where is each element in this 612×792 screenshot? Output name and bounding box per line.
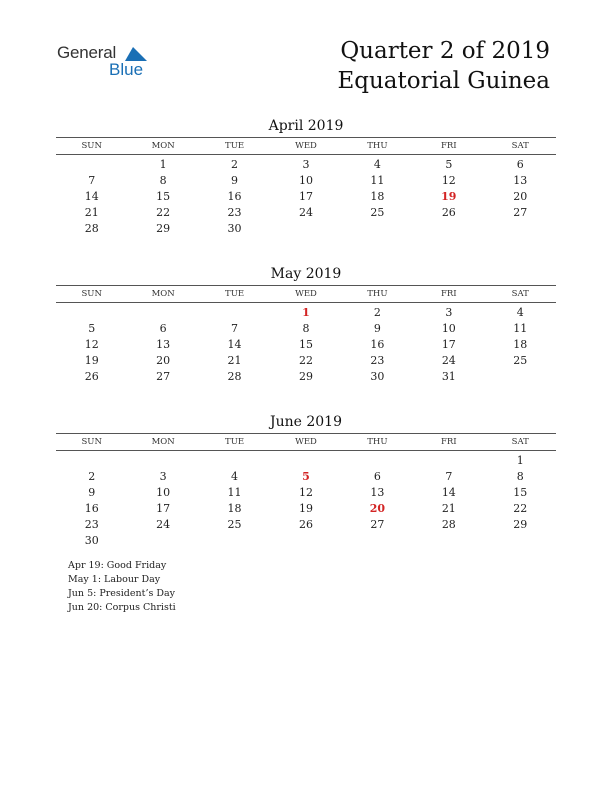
weekday-label: SAT bbox=[511, 437, 529, 447]
day-cell: 6 bbox=[516, 157, 524, 171]
day-cell: 24 bbox=[156, 517, 171, 531]
day-cell: 6 bbox=[373, 469, 381, 483]
day-cell: 17 bbox=[156, 501, 171, 515]
day-cell: 8 bbox=[302, 321, 310, 335]
day-cell: 17 bbox=[298, 189, 313, 203]
month-title: May 2019 bbox=[270, 266, 342, 282]
day-cell: 6 bbox=[159, 321, 167, 335]
day-cell: 8 bbox=[159, 173, 167, 187]
day-cell: 4 bbox=[373, 157, 381, 171]
weekday-label: FRI bbox=[440, 437, 457, 447]
day-cell: 20 bbox=[513, 189, 528, 203]
weekday-label: TUE bbox=[225, 141, 245, 151]
weekday-label: MON bbox=[151, 141, 175, 151]
day-cell: 18 bbox=[513, 337, 528, 351]
weekday-label: WED bbox=[295, 141, 317, 151]
month-title: June 2019 bbox=[269, 414, 342, 430]
title-country: Equatorial Guinea bbox=[337, 68, 550, 94]
day-cell: 13 bbox=[156, 337, 171, 351]
divider bbox=[56, 137, 556, 138]
day-cell: 5 bbox=[88, 321, 96, 335]
weekday-label: SAT bbox=[511, 141, 529, 151]
day-cell: 27 bbox=[156, 369, 171, 383]
day-cell: 15 bbox=[156, 189, 171, 203]
day-cell: 29 bbox=[156, 221, 171, 235]
week-row bbox=[56, 352, 556, 368]
day-cell: 23 bbox=[84, 517, 99, 531]
divider bbox=[56, 433, 556, 434]
month-calendar bbox=[56, 117, 556, 236]
day-cell: 7 bbox=[445, 469, 453, 483]
day-cell: 3 bbox=[445, 305, 453, 319]
holiday-note: Jun 5: President’s Day bbox=[68, 588, 176, 599]
day-cell: 20 bbox=[156, 353, 171, 367]
day-cell: 4 bbox=[516, 305, 524, 319]
day-cell: 27 bbox=[513, 205, 528, 219]
weekday-label: FRI bbox=[440, 289, 457, 299]
day-cell: 28 bbox=[84, 221, 99, 235]
month-title: April 2019 bbox=[268, 118, 344, 134]
brand-word-general: General bbox=[57, 43, 117, 62]
day-cell: 16 bbox=[227, 189, 242, 203]
brand-logo bbox=[57, 43, 167, 83]
day-cell: 11 bbox=[227, 485, 242, 499]
day-cell: 14 bbox=[441, 485, 456, 499]
day-cell: 21 bbox=[441, 501, 456, 515]
week-row bbox=[56, 320, 556, 336]
day-cell: 19 bbox=[441, 189, 457, 203]
weekday-label: SAT bbox=[511, 289, 529, 299]
week-row bbox=[56, 172, 556, 188]
day-cell: 11 bbox=[370, 173, 385, 187]
day-cell: 13 bbox=[513, 173, 528, 187]
weekday-label: THU bbox=[367, 141, 388, 151]
day-cell: 14 bbox=[227, 337, 242, 351]
day-cell: 24 bbox=[298, 205, 313, 219]
holiday-note: Jun 20: Corpus Christi bbox=[68, 602, 176, 613]
day-cell: 1 bbox=[159, 157, 167, 171]
day-cell: 30 bbox=[84, 533, 99, 547]
weekday-header bbox=[56, 435, 556, 449]
week-row bbox=[56, 452, 556, 468]
day-cell: 10 bbox=[156, 485, 171, 499]
week-row bbox=[56, 532, 556, 548]
weekday-label: THU bbox=[367, 437, 388, 447]
day-cell: 10 bbox=[441, 321, 456, 335]
month-calendar bbox=[56, 265, 556, 384]
weekday-label: FRI bbox=[440, 141, 457, 151]
weekday-label: SUN bbox=[81, 141, 102, 151]
day-cell: 12 bbox=[298, 485, 313, 499]
week-row bbox=[56, 304, 556, 320]
day-cell: 19 bbox=[298, 501, 313, 515]
weekday-label: MON bbox=[151, 437, 175, 447]
day-cell: 4 bbox=[231, 469, 239, 483]
weekday-label: WED bbox=[295, 437, 317, 447]
day-cell: 3 bbox=[302, 157, 310, 171]
holiday-note: Apr 19: Good Friday bbox=[68, 560, 167, 571]
weekday-label: SUN bbox=[81, 289, 102, 299]
day-cell: 15 bbox=[513, 485, 528, 499]
day-cell: 11 bbox=[513, 321, 528, 335]
week-row bbox=[56, 156, 556, 172]
day-cell: 1 bbox=[302, 305, 310, 319]
day-cell: 22 bbox=[298, 353, 313, 367]
day-cell: 26 bbox=[298, 517, 313, 531]
weekday-label: TUE bbox=[225, 289, 245, 299]
day-cell: 9 bbox=[373, 321, 381, 335]
day-cell: 18 bbox=[370, 189, 385, 203]
day-cell: 29 bbox=[298, 369, 313, 383]
weekday-label: THU bbox=[367, 289, 388, 299]
day-cell: 20 bbox=[369, 501, 386, 515]
holiday-notes bbox=[68, 559, 176, 615]
holiday-note: May 1: Labour Day bbox=[68, 574, 161, 585]
day-cell: 28 bbox=[441, 517, 456, 531]
day-cell: 9 bbox=[231, 173, 239, 187]
week-row bbox=[56, 484, 556, 500]
day-cell: 15 bbox=[298, 337, 313, 351]
divider bbox=[56, 285, 556, 286]
day-cell: 16 bbox=[370, 337, 385, 351]
day-cell: 28 bbox=[227, 369, 242, 383]
weekday-label: SUN bbox=[81, 437, 102, 447]
week-row bbox=[56, 368, 556, 384]
day-cell: 17 bbox=[441, 337, 456, 351]
day-cell: 5 bbox=[302, 469, 310, 483]
day-cell: 12 bbox=[84, 337, 99, 351]
weekday-header bbox=[56, 139, 556, 153]
day-cell: 23 bbox=[227, 205, 242, 219]
day-cell: 25 bbox=[370, 205, 385, 219]
month-calendar bbox=[56, 413, 556, 548]
day-cell: 30 bbox=[370, 369, 385, 383]
weekday-label: WED bbox=[295, 289, 317, 299]
day-cell: 14 bbox=[84, 189, 99, 203]
day-cell: 2 bbox=[88, 469, 96, 483]
day-cell: 1 bbox=[516, 453, 524, 467]
week-row bbox=[56, 220, 556, 236]
week-row bbox=[56, 516, 556, 532]
day-cell: 25 bbox=[227, 517, 242, 531]
day-cell: 10 bbox=[298, 173, 313, 187]
day-cell: 21 bbox=[84, 205, 99, 219]
day-cell: 22 bbox=[513, 501, 528, 515]
day-cell: 29 bbox=[513, 517, 528, 531]
weekday-label: TUE bbox=[225, 437, 245, 447]
day-cell: 24 bbox=[441, 353, 456, 367]
day-cell: 9 bbox=[88, 485, 96, 499]
flag-icon bbox=[125, 47, 147, 61]
day-cell: 22 bbox=[156, 205, 171, 219]
day-cell: 5 bbox=[445, 157, 453, 171]
week-row bbox=[56, 188, 556, 204]
day-cell: 31 bbox=[441, 369, 456, 383]
weekday-label: MON bbox=[151, 289, 175, 299]
day-cell: 16 bbox=[84, 501, 99, 515]
week-row bbox=[56, 336, 556, 352]
week-row bbox=[56, 204, 556, 220]
day-cell: 27 bbox=[370, 517, 385, 531]
day-cell: 19 bbox=[84, 353, 99, 367]
page-title bbox=[337, 36, 550, 96]
brand-word-blue: Blue bbox=[109, 60, 144, 79]
day-cell: 2 bbox=[373, 305, 381, 319]
day-cell: 30 bbox=[227, 221, 242, 235]
day-cell: 8 bbox=[516, 469, 524, 483]
day-cell: 12 bbox=[441, 173, 456, 187]
weekday-header bbox=[56, 287, 556, 301]
day-cell: 7 bbox=[88, 173, 96, 187]
week-row bbox=[56, 468, 556, 484]
day-cell: 2 bbox=[231, 157, 239, 171]
day-cell: 18 bbox=[227, 501, 242, 515]
week-row bbox=[56, 500, 556, 516]
day-cell: 7 bbox=[231, 321, 239, 335]
title-quarter: Quarter 2 of 2019 bbox=[340, 38, 550, 64]
day-cell: 3 bbox=[159, 469, 167, 483]
day-cell: 13 bbox=[370, 485, 385, 499]
day-cell: 23 bbox=[370, 353, 385, 367]
day-cell: 21 bbox=[227, 353, 242, 367]
day-cell: 25 bbox=[513, 353, 528, 367]
day-cell: 26 bbox=[441, 205, 456, 219]
day-cell: 26 bbox=[84, 369, 99, 383]
